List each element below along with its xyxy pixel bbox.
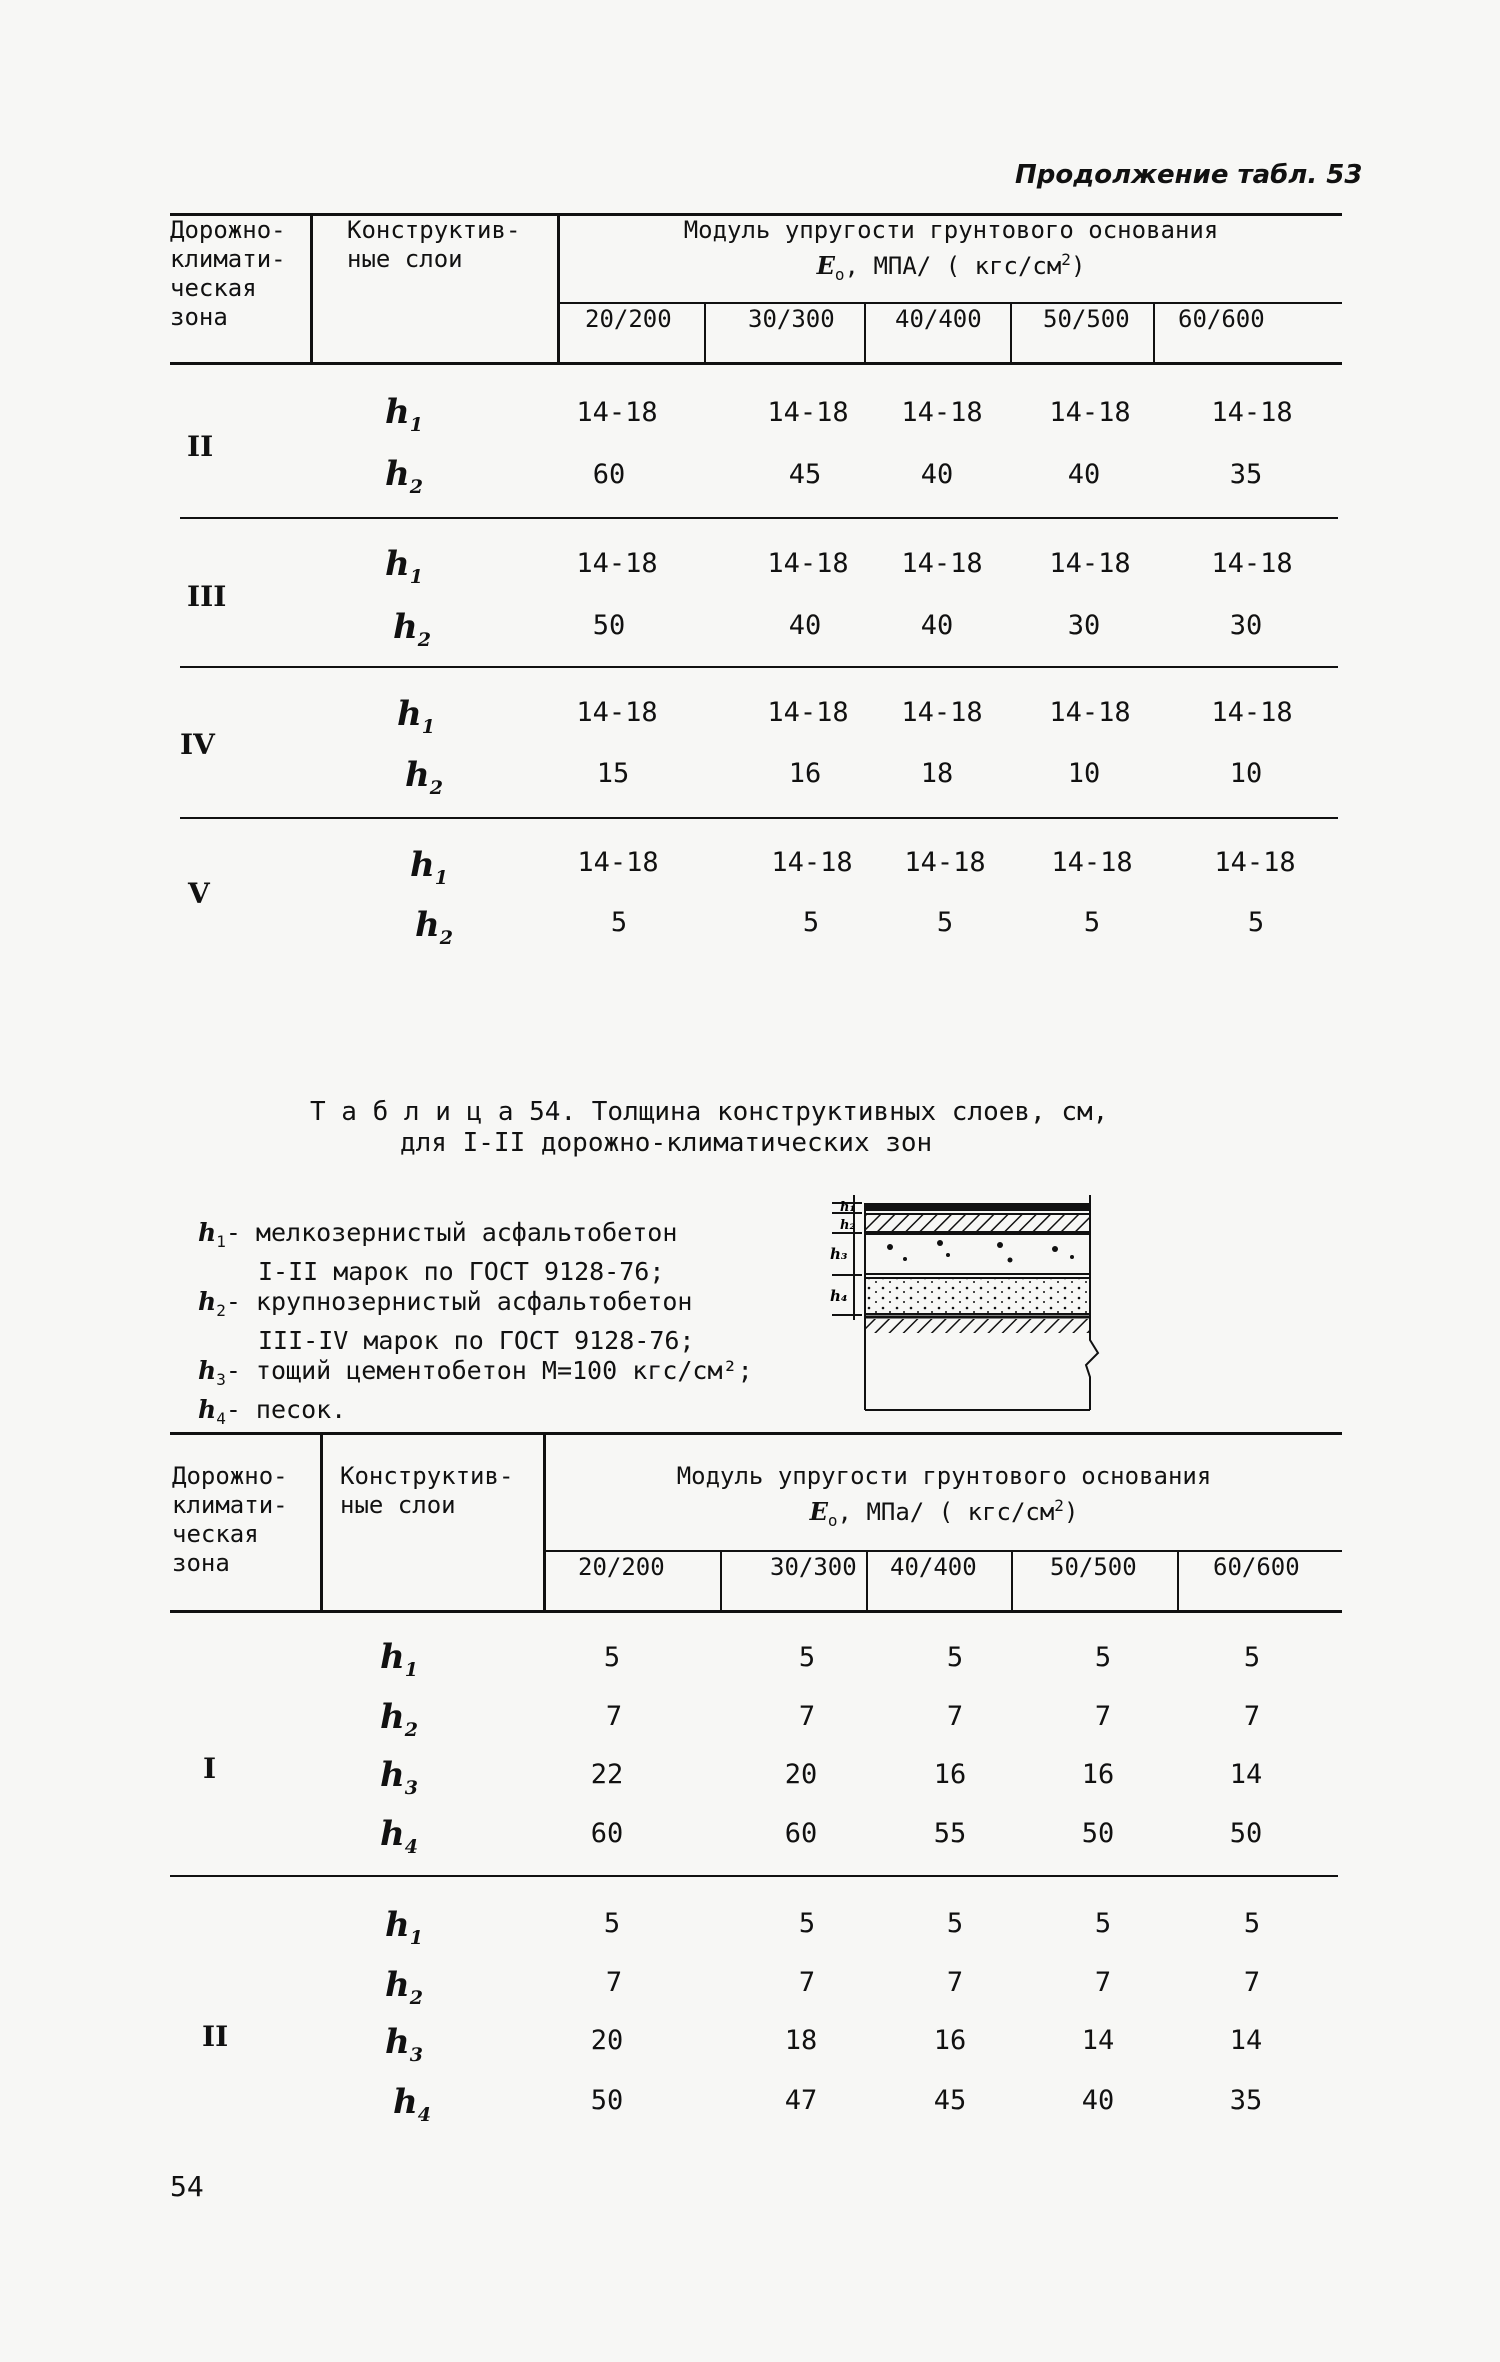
layer-symbol: h (380, 1697, 405, 1737)
table-cell: 14-18 (1211, 548, 1293, 579)
modulus-units-sup: 2 (1061, 250, 1071, 269)
table-54-col-40-400: 40/400 (890, 1553, 977, 1581)
zone-label: V (188, 877, 210, 910)
layer-label (415, 905, 453, 955)
header-line: Конструктив- (347, 216, 521, 244)
layer-h3 (865, 1234, 1090, 1274)
table-53-col-40-400: 40/400 (895, 305, 982, 333)
table-cell: 14 (1081, 2025, 1115, 2056)
table-53-col-30-300: 30/300 (748, 305, 835, 333)
table-cell: 5 (798, 1908, 816, 1939)
table-cell: 50 (590, 2085, 624, 2116)
table-53-subheader-rule (557, 302, 1342, 304)
table-54-top-rule (170, 1432, 1342, 1435)
table-54-col-20-200: 20/200 (578, 1553, 665, 1581)
table-cell: 7 (946, 1967, 964, 1998)
table-53-col-divider-3 (704, 302, 706, 362)
layer-label (393, 2082, 431, 2132)
header-line: Конструктив- (340, 1462, 514, 1490)
table-cell: 14-18 (1049, 548, 1131, 579)
layer-symbol: h (385, 454, 410, 494)
table-54-col-30-300: 30/300 (770, 1553, 857, 1581)
zone-label: II (202, 2020, 229, 2053)
table-54-header-bottom-rule (170, 1610, 1342, 1613)
layer-symbol: h (380, 1814, 405, 1854)
table-cell: 14-18 (904, 847, 986, 878)
table-cell: 40 (1067, 459, 1101, 490)
modulus-units-end: ) (1070, 252, 1086, 280)
legend-item (198, 1326, 753, 1356)
table-cell: 10 (1067, 758, 1101, 789)
legend-sub: 3 (216, 1370, 226, 1389)
table-cell: 20 (784, 1759, 818, 1790)
table-cell: 16 (788, 758, 822, 789)
table-54-title-line2: для I-II дорожно-климатических зон (400, 1128, 933, 1158)
table-cell: 20 (590, 2025, 624, 2056)
table-cell: 50 (592, 610, 626, 641)
table-cell: 7 (946, 1701, 964, 1732)
header-line: ческая (170, 274, 257, 302)
layer-sub: 3 (404, 1776, 418, 1799)
table-54-title-line1: Т а б л и ц а 54. Толщина конструктивных слоев, см, (310, 1097, 1109, 1127)
header-line: Дорожно- (172, 1462, 288, 1490)
table-cell: 50 (1081, 1818, 1115, 1849)
layer-label (380, 1637, 418, 1687)
table-cell: 18 (784, 2025, 818, 2056)
table-cell: 5 (802, 907, 820, 938)
layer-h4 (865, 1278, 1090, 1314)
legend-sub: 4 (216, 1409, 226, 1428)
layer-label (380, 1814, 418, 1864)
legend-item (198, 1257, 753, 1287)
table-cell: 40 (1081, 2085, 1115, 2116)
subgrade-hatch (865, 1319, 1090, 1333)
legend-item: $h_2-$ крупнозернистый асфальтобетон (198, 1287, 693, 1320)
table-53-col-divider-5 (1010, 302, 1012, 362)
table-cell: 60 (590, 1818, 624, 1849)
layer-sub: 1 (421, 715, 435, 738)
table-cell: 35 (1229, 459, 1263, 490)
layer-sub: 1 (434, 866, 448, 889)
diagram-label-h4: h₄ (830, 1287, 848, 1305)
layer-h2 (865, 1214, 1090, 1232)
table-cell: 16 (1081, 1759, 1115, 1790)
table-cell: 30 (1229, 610, 1263, 641)
table-53-col-50-500: 50/500 (1043, 305, 1130, 333)
table-cell: 45 (788, 459, 822, 490)
layer-symbol: h (385, 392, 410, 432)
table-cell: 14-18 (577, 847, 659, 878)
layer-label (380, 1697, 418, 1747)
table-cell: 14-18 (901, 697, 983, 728)
table-53-col-divider-4 (864, 302, 866, 362)
zone-label: II (187, 430, 214, 463)
layer-sub: 2 (409, 475, 423, 498)
table-cell: 5 (603, 1908, 621, 1939)
legend-text: I-II марок по ГОСТ 9128-76; (258, 1257, 665, 1286)
table-cell: 14 (1229, 1759, 1263, 1790)
layer-symbol: h (385, 1965, 410, 2005)
group-separator (180, 517, 1338, 519)
continuation-caption: Продолжение табл. 53 (1015, 160, 1363, 190)
table-cell: 14-18 (771, 847, 853, 878)
layer-symbol: h (380, 1755, 405, 1795)
layer-label (410, 845, 448, 895)
modulus-symbol: E (809, 1497, 828, 1526)
layer-sub: 1 (409, 565, 423, 588)
table-53-col-divider-1 (310, 213, 313, 363)
modulus-units: , МПа/ ( кгс/см (837, 1498, 1055, 1526)
table-cell: 14-18 (1211, 697, 1293, 728)
table-cell: 50 (1229, 1818, 1263, 1849)
layer-label (393, 607, 431, 657)
layer-label (385, 454, 423, 504)
table-cell: 10 (1229, 758, 1263, 789)
table-cell: 60 (592, 459, 626, 490)
table-cell: 14-18 (767, 397, 849, 428)
table-54-col-divider-3 (720, 1550, 722, 1610)
diagram-label-h2: h₂ (840, 1218, 856, 1233)
legend-text: - мелкозернистый асфальтобетон (225, 1218, 678, 1247)
diagram-label-h1: h₁ (840, 1200, 856, 1215)
layer-label (385, 1905, 423, 1955)
table-54-col-divider-4 (866, 1550, 868, 1610)
layer-symbol: h (397, 694, 422, 734)
table-53-zone-header (170, 216, 286, 332)
layer-label (397, 694, 435, 744)
layer-sub: 3 (409, 2043, 423, 2066)
modulus-symbol-sub: о (827, 1510, 838, 1530)
layer-sub: 2 (417, 628, 431, 651)
layer-legend (198, 1218, 753, 1434)
zone-label: III (187, 580, 227, 613)
table-54-subheader-rule (543, 1550, 1342, 1552)
table-cell: 5 (1243, 1908, 1261, 1939)
header-line: Дорожно- (170, 216, 286, 244)
table-cell: 7 (1094, 1967, 1112, 1998)
layer-symbol: h (415, 905, 440, 945)
table-cell: 5 (946, 1642, 964, 1673)
table-cell: 5 (610, 907, 628, 938)
header-line: зона (170, 303, 228, 331)
table-cell: 5 (1094, 1908, 1112, 1939)
table-cell: 35 (1229, 2085, 1263, 2116)
layer-sub: 2 (409, 1986, 423, 2009)
header-line: зона (172, 1549, 230, 1577)
table-cell: 5 (946, 1908, 964, 1939)
layer-label (405, 755, 443, 805)
table-cell: 14-18 (767, 548, 849, 579)
table-cell: 47 (784, 2085, 818, 2116)
diagram-label-h3: h₃ (830, 1245, 848, 1263)
group-separator (170, 1875, 1338, 1877)
modulus-header-line2 (546, 1491, 1342, 1535)
header-line: климати- (170, 245, 286, 273)
table-cell: 7 (605, 1967, 623, 1998)
table-cell: 16 (933, 2025, 967, 2056)
table-53-header-bottom-rule (170, 362, 1342, 365)
table-cell: 14-18 (576, 397, 658, 428)
layer-symbol: h (380, 1637, 405, 1677)
table-cell: 5 (603, 1642, 621, 1673)
layer-sub: 1 (409, 1926, 423, 1949)
table-53-modulus-header (560, 216, 1342, 289)
modulus-symbol-sub: о (834, 264, 845, 284)
table-54-layers-header (340, 1462, 513, 1520)
zone-label: IV (180, 728, 215, 761)
layer-symbol: h (393, 2082, 418, 2122)
table-cell: 7 (605, 1701, 623, 1732)
table-cell: 5 (1094, 1642, 1112, 1673)
table-54-zone-header (172, 1462, 288, 1578)
table-cell: 7 (1094, 1701, 1112, 1732)
legend-text: - песок. (225, 1395, 347, 1424)
layer-sub: 4 (417, 2103, 431, 2126)
table-cell: 40 (920, 459, 954, 490)
layer-sub: 1 (409, 413, 423, 436)
table-53-col-divider-6 (1153, 302, 1155, 362)
table-cell: 5 (936, 907, 954, 938)
table-53-layers-header (347, 216, 520, 274)
table-cell: 45 (933, 2085, 967, 2116)
modulus-header-line2 (560, 245, 1342, 289)
layer-label (385, 1965, 423, 2015)
table-cell: 14-18 (576, 548, 658, 579)
table-cell: 55 (933, 1818, 967, 1849)
table-cell: 40 (920, 610, 954, 641)
table-54-col-60-600: 60/600 (1213, 1553, 1300, 1581)
table-53-col-20-200: 20/200 (585, 305, 672, 333)
legend-item: $h_1-$ мелкозернистый асфальтобетон (198, 1218, 678, 1251)
table-cell: 14-18 (1051, 847, 1133, 878)
pavement-cross-section-diagram (810, 1185, 1100, 1415)
layer-symbol: h (393, 607, 418, 647)
header-line: ные слои (340, 1491, 456, 1519)
table-cell: 14-18 (576, 697, 658, 728)
modulus-units-sup: 2 (1054, 1496, 1064, 1515)
modulus-units: , МПА/ ( кгс/см (844, 252, 1062, 280)
layer-symbol: h (410, 845, 435, 885)
header-line: ные слои (347, 245, 463, 273)
table-cell: 7 (1243, 1701, 1261, 1732)
layer-sub: 4 (404, 1835, 418, 1858)
table-cell: 14-18 (901, 397, 983, 428)
table-cell: 5 (798, 1642, 816, 1673)
table-54-modulus-header (546, 1462, 1342, 1535)
layer-label (385, 2022, 423, 2072)
group-separator (180, 817, 1338, 819)
modulus-header-line1: Модуль упругости грунтового основания (676, 1462, 1212, 1490)
table-cell: 7 (1243, 1967, 1261, 1998)
layer-h1 (865, 1203, 1090, 1211)
layer-label (385, 544, 423, 594)
table-53-col-60-600: 60/600 (1178, 305, 1265, 333)
layer-sub: 2 (429, 776, 443, 799)
modulus-units-end: ) (1063, 1498, 1079, 1526)
legend-sub: 1 (216, 1232, 226, 1251)
table-cell: 16 (933, 1759, 967, 1790)
table-cell: 15 (596, 758, 630, 789)
table-cell: 14-18 (901, 548, 983, 579)
zone-label: I (203, 1752, 217, 1785)
table-cell: 14 (1229, 2025, 1263, 2056)
table-cell: 5 (1247, 907, 1265, 938)
layer-symbol: h (385, 544, 410, 584)
layer-symbol: h (385, 2022, 410, 2062)
header-line: ческая (172, 1520, 259, 1548)
layer-sub: 2 (439, 926, 453, 949)
table-54-col-divider-1 (320, 1432, 323, 1612)
table-cell: 14-18 (1211, 397, 1293, 428)
table-54-col-50-500: 50/500 (1050, 1553, 1137, 1581)
legend-sub: 2 (216, 1301, 226, 1320)
legend-text: III-IV марок по ГОСТ 9128-76; (258, 1326, 695, 1355)
table-54-col-divider-5 (1011, 1550, 1013, 1610)
table-cell: 7 (798, 1967, 816, 1998)
table-cell: 60 (784, 1818, 818, 1849)
legend-item: $h_4-$ песок. (198, 1395, 347, 1428)
table-cell: 14-18 (1049, 397, 1131, 428)
page-number: 54 (170, 2170, 204, 2203)
table-cell: 7 (798, 1701, 816, 1732)
table-cell: 18 (920, 758, 954, 789)
layer-sub: 2 (404, 1718, 418, 1741)
table-cell: 14-18 (767, 697, 849, 728)
table-cell: 5 (1083, 907, 1101, 938)
modulus-header-line1: Модуль упругости грунтового основания (683, 216, 1219, 244)
layer-label (380, 1755, 418, 1805)
legend-item: $h_3-$ тощий цементобетон М=100 кгс/см²; (198, 1356, 753, 1389)
table-cell: 14-18 (1214, 847, 1296, 878)
table-cell: 40 (788, 610, 822, 641)
table-cell: 30 (1067, 610, 1101, 641)
layer-symbol: h (385, 1905, 410, 1945)
layer-sub: 1 (404, 1658, 418, 1681)
legend-text: - тощий цементобетон М=100 кгс/см²; (225, 1356, 753, 1385)
group-separator (180, 666, 1338, 668)
layer-label (385, 392, 423, 442)
layer-symbol: h (405, 755, 430, 795)
table-cell: 5 (1243, 1642, 1261, 1673)
table-cell: 14-18 (1049, 697, 1131, 728)
header-line: климати- (172, 1491, 288, 1519)
legend-text: - крупнозернистый асфальтобетон (225, 1287, 693, 1316)
table-cell: 22 (590, 1759, 624, 1790)
table-54-col-divider-6 (1177, 1550, 1179, 1610)
modulus-symbol: E (816, 251, 835, 280)
